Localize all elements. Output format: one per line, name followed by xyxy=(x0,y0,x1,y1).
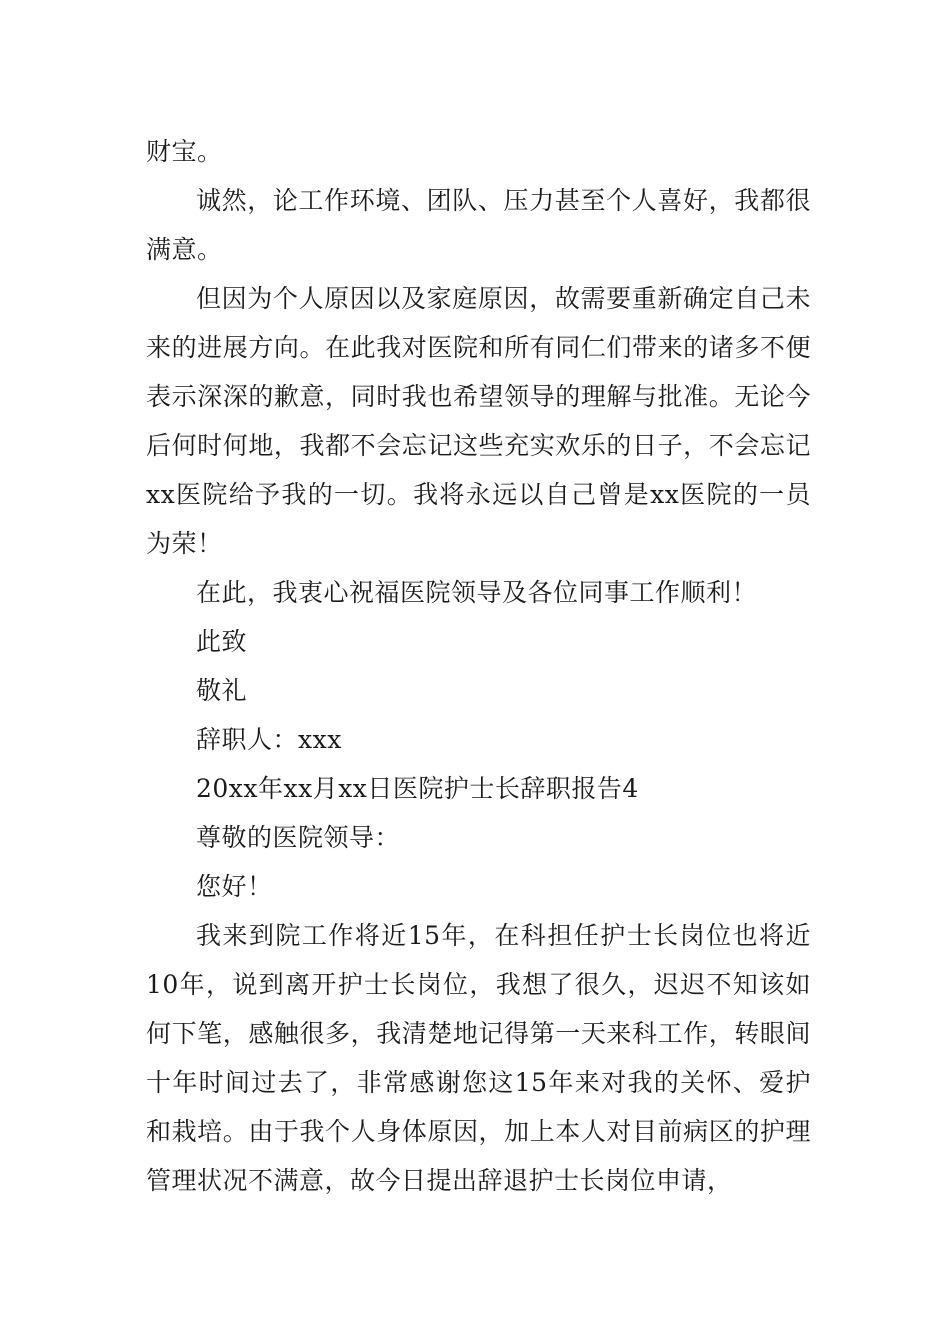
signature-line: 辞职人：xxx xyxy=(196,725,342,754)
paragraph-work-history: 我来到院工作将近15年，在科担任护士长岗位也将近10年，说到离开护士长岗位，我想了很久，迟迟不知该如何下笔，感触很多，我清楚地记得第一天来科工作，转眼间十年时间过去了，非常感谢您这15年来对我的关怀、爱护和栽培。由于我个人身体原因，加上本人对目前病区的护理管理状况不满意，故今日提出辞退护士长岗位申请， xyxy=(146,921,811,1195)
greeting-recipient: 尊敬的医院领导： xyxy=(196,823,401,852)
paragraph-satisfaction: 诚然，论工作环境、团队、压力甚至个人喜好，我都很满意。 xyxy=(146,186,811,264)
closing-salutation: 此致 xyxy=(196,627,248,656)
date-and-report-title: 20xx年xx月xx日医院护士长辞职报告4 xyxy=(196,774,639,803)
closing-regards: 敬礼 xyxy=(196,676,248,705)
paragraph-blessing: 在此，我衷心祝福医院领导及各位同事工作顺利！ xyxy=(196,578,758,607)
paragraph-reason: 但因为个人原因以及家庭原因，故需要重新确定自己未来的进展方向。在此我对医院和所有同仁们带来的诸多不便表示深深的歉意，同时我也希望领导的理解与批准。无论今后何时何地，我都不会忘记这些充实欢乐的日子，不会忘记xx医院给予我的一切。我将永远以自己曾是xx医院的一员为荣！ xyxy=(146,284,811,558)
greeting-hello: 您好！ xyxy=(196,872,273,901)
document-body xyxy=(146,127,811,1205)
paragraph-continuation: 财宝。 xyxy=(146,137,223,166)
